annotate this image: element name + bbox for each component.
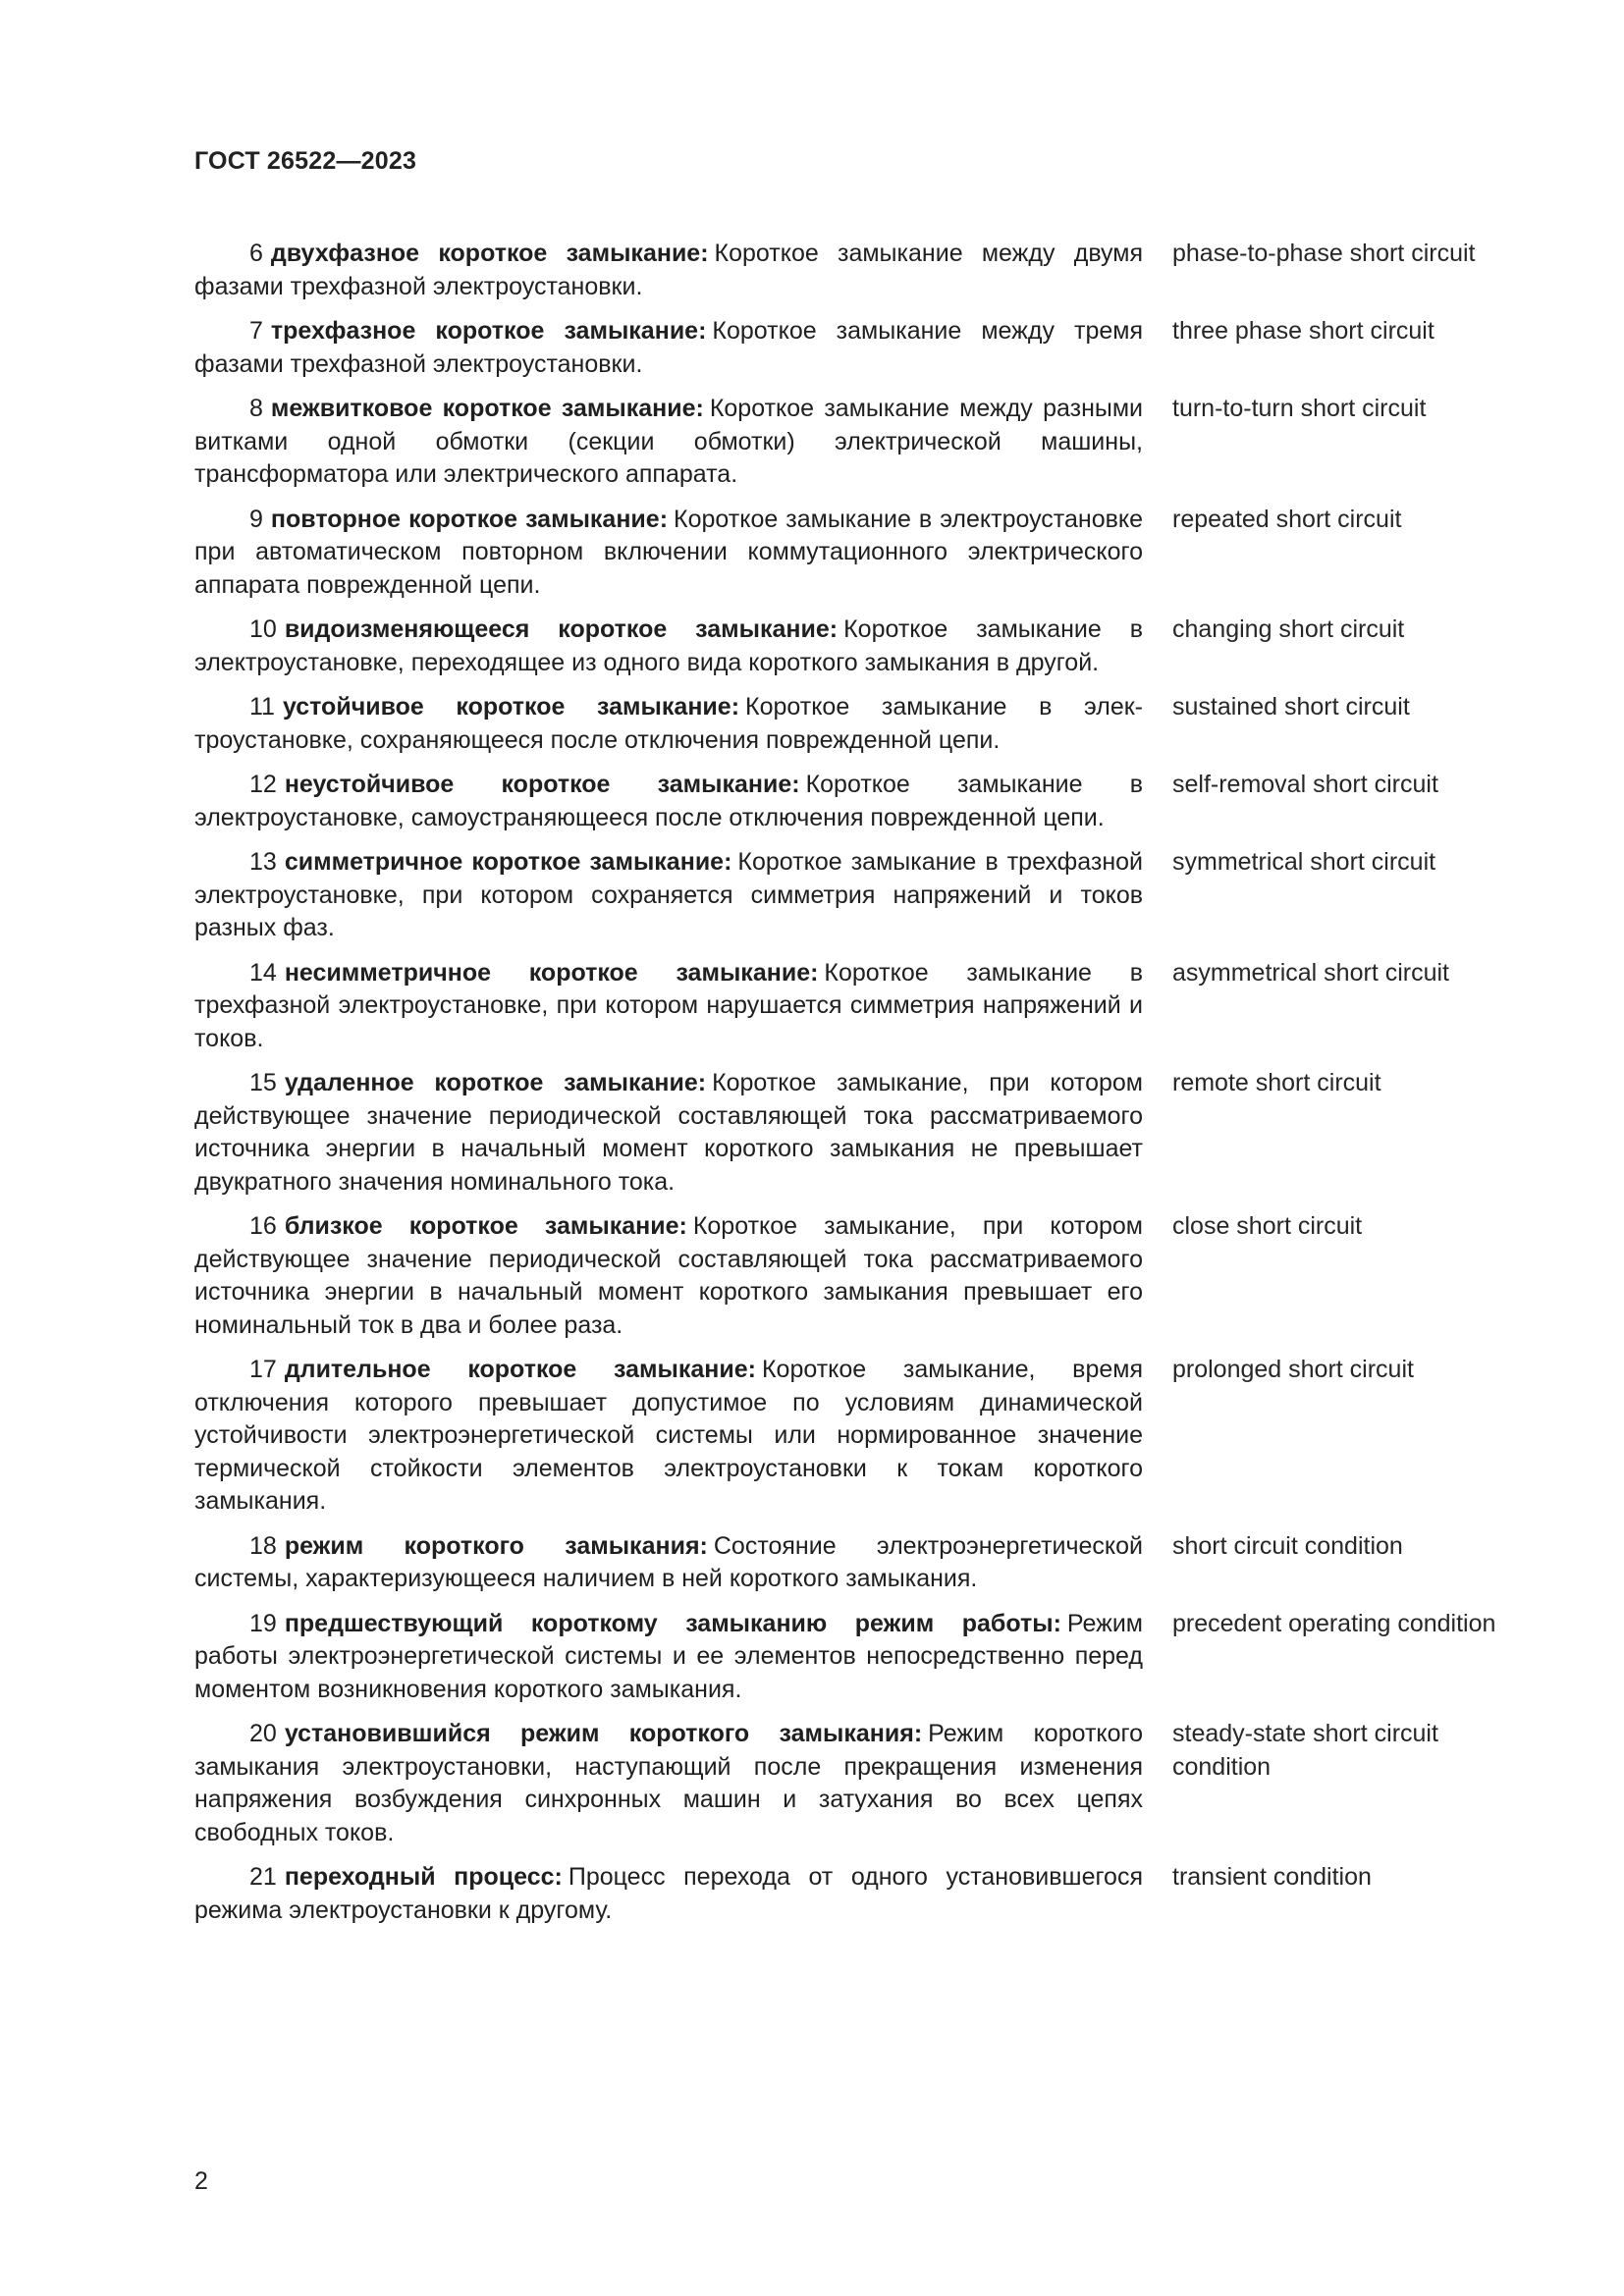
term-english: self-removal short circuit [1172,771,1438,798]
term-english: symmetrical short circuit [1172,848,1436,876]
term-definition-block [194,1718,1143,1849]
term-number: 7 [249,317,263,345]
term-definition: Короткое замыкание в электроустановке при автоматическом повторном включении коммутационного электрического аппарата поврежденной цепи. [194,505,1143,599]
document-header: ГОСТ 26522—2023 [194,147,417,175]
term-entry [194,238,1520,303]
term-number: 16 [249,1212,277,1240]
term-definition: Короткое замыкание в трехфазной электроустановке, при котором нарушается симметрия напряжений и токов. [194,958,1143,1052]
term-entry [194,315,1520,381]
term-entry [194,1067,1520,1199]
term-definition-block [194,691,1143,757]
term-english: changing short circuit [1172,615,1405,643]
term-number: 18 [249,1531,277,1560]
term-number: 14 [249,958,277,987]
term-english: short circuit condition [1172,1531,1403,1560]
term-definition: Режим короткого замыкания электроустановки, наступающий после прекращения изменения напряжения возбуждения синхронных машин и затухания во всех цепях свободных токов. [194,1720,1143,1846]
term-entry [194,1210,1520,1342]
term-english: prolonged short circuit [1172,1356,1414,1383]
term-definition-block [194,1608,1143,1707]
term-number: 8 [249,395,263,422]
term-definition: Короткое замыкание, при котором действующее значение периодической составляющей тока рассматриваемого источника энергии в начальный момент короткого замыкания превышает его номинальный ток в два и более раза. [194,1212,1143,1339]
term-name: установившийся режим короткого замыкания: [284,1720,923,1747]
term-name: устойчивое короткое замыкание: [282,693,740,721]
term-definition-block [194,504,1143,603]
term-definition-block [194,846,1143,945]
term-definition: Короткое замыкание между разными витками одной обмотки (секции обмотки) электрической машины, трансформатора или электрического аппарата. [194,395,1144,488]
term-name: симметричное короткое замыкание: [284,848,732,876]
term-name: близкое короткое замыкание: [284,1212,687,1240]
term-entry [194,1354,1520,1519]
term-number: 20 [249,1720,277,1747]
term-definition-block [194,1067,1143,1199]
term-name: двухфазное короткое замыкание: [270,240,709,267]
term-definition: Короткое замыкание между тремя фазами трехфазной электроустановки. [194,317,1143,378]
term-entry [194,846,1520,945]
term-entry [194,1530,1520,1596]
term-definition: Режим работы электроэнергетической системы и ее элементов непосредственно перед моментом возникновения короткого замыкания. [194,1609,1143,1703]
term-definition: Короткое замыкание в трехфазной электроустановке, при котором сохраняется симметрия напряжений и токов разных фаз. [194,848,1143,941]
term-name: трехфазное короткое замыкание: [270,317,707,345]
term-entry [194,1608,1520,1707]
term-name: несимметричное короткое замыкание: [284,958,819,987]
term-name: переходный процесс: [284,1863,563,1891]
term-name: видоизменяющееся короткое замыкание: [284,615,839,643]
term-english: steady-state short circuit condition [1172,1720,1438,1781]
term-entry [194,957,1520,1056]
term-name: межвитковое короткое замыкание: [270,395,704,422]
term-definition: Короткое замыкание в электроустановке, самоустраняющееся после отключения поврежденной цепи. [194,771,1143,831]
term-entry [194,393,1520,492]
term-entry [194,1861,1520,1927]
term-english: turn-to-turn short circuit [1172,395,1427,422]
term-entry [194,1718,1520,1849]
term-definition-block [194,1354,1143,1519]
term-definition-block [194,1530,1143,1596]
term-definition-block [194,238,1143,303]
term-number: 17 [249,1356,277,1383]
term-entry [194,769,1520,834]
term-definition: Короткое замыкание между двумя фазами трехфазной электроустановки. [194,240,1143,300]
term-definition: Процесс перехода от одного установившегося режима электроустановки к другому. [194,1863,1143,1924]
term-definition-block [194,769,1143,834]
terms-list [194,238,1520,1939]
term-definition: Короткое замыкание, при котором действующее значение периодической составляющей тока рассматриваемого источника энергии в начальный момент короткого замыкания не превышает двукратного значения номинального тока. [194,1069,1143,1196]
term-english: remote short circuit [1172,1069,1381,1096]
term-definition-block [194,957,1143,1056]
term-english: repeated short circuit [1172,505,1402,533]
page-number: 2 [194,2167,208,2195]
term-english: three phase short circuit [1172,317,1435,345]
term-english: sustained short circuit [1172,693,1410,721]
term-definition-block [194,1210,1143,1342]
term-english: phase-to-phase short circuit [1172,240,1476,267]
term-name: режим короткого замыкания: [284,1531,708,1560]
term-definition-block [194,393,1143,492]
term-number: 13 [249,848,277,876]
term-number: 12 [249,771,277,798]
term-entry [194,691,1520,757]
term-definition: Короткое замыкание в электроустановке, сохраняющееся после отключения поврежденной цепи. [194,693,1143,754]
term-english: transient condition [1172,1863,1372,1891]
term-number: 15 [249,1069,277,1096]
term-name: повторное короткое замыкание: [270,505,669,533]
term-name: предшествующий короткому замыканию режим работы: [284,1609,1061,1637]
term-number: 10 [249,615,277,643]
term-number: 11 [249,693,275,721]
term-entry [194,614,1520,679]
term-english: precedent operating condition [1172,1609,1496,1637]
term-definition: Короткое замыкание, время отключения которого превышает допустимое по условиям динамической устойчивости электроэнергетической системы или нормированное значение термической стойкости элементов электроустановки к токам короткого замыкания. [194,1356,1143,1515]
term-definition: Короткое замыкание в электроустановке, переходящее из одного вида короткого замыкания в другой. [194,615,1143,676]
term-name: удаленное короткое замыкание: [284,1069,707,1096]
term-number: 21 [249,1863,277,1891]
term-english: close short circuit [1172,1212,1363,1240]
term-entry [194,504,1520,603]
term-definition-block [194,614,1143,679]
term-number: 6 [249,240,263,267]
term-name: неустойчивое короткое замыкание: [284,771,800,798]
term-number: 9 [249,505,263,533]
term-definition: Состояние электроэнергетической системы, характеризующееся наличием в ней короткого замыкания. [194,1531,1143,1592]
term-english: asymmetrical short circuit [1172,958,1449,987]
term-definition-block [194,1861,1143,1927]
term-name: длительное короткое замыкание: [284,1356,756,1383]
term-definition-block [194,315,1143,381]
term-number: 19 [249,1609,277,1637]
